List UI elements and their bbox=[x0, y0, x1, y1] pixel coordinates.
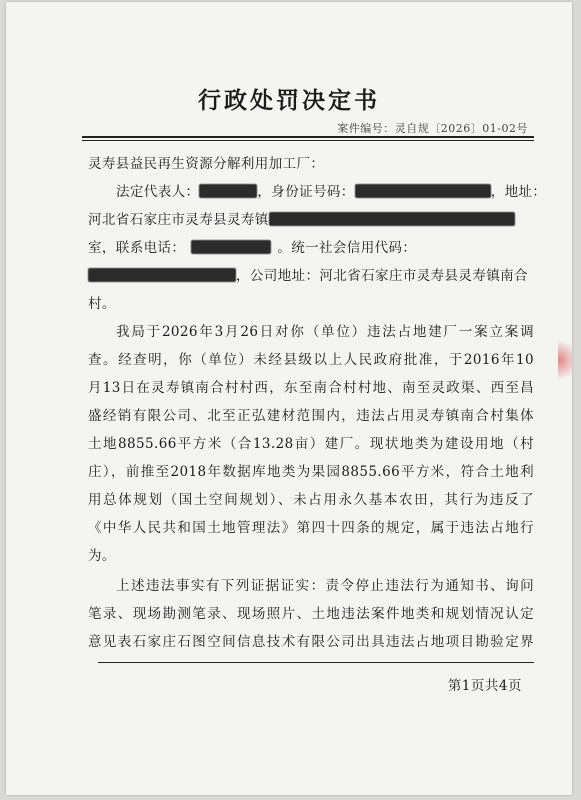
redacted-phone bbox=[191, 240, 271, 254]
paragraph-line: 庄），前推至2018年数据库地类为果园8855.66平方米，符合土地利 bbox=[88, 464, 534, 480]
paragraph-line: 我局于2026年3月26日对你（单位）违法占地建厂一案立案调 bbox=[116, 324, 534, 340]
redacted-name bbox=[199, 184, 257, 198]
paragraph-line: 查。经查明，你（单位）未经县级以上人民政府批准，于2016年10 bbox=[88, 352, 534, 368]
paragraph-line: 土地8855.66平方米（合13.28亩）建厂。现状地类为建设用地（村 bbox=[88, 436, 534, 452]
paragraph-line: 为。 bbox=[88, 548, 116, 564]
evidence-line: 笔录、现场勘测笔录、现场照片、土地违法案件地类和规划情况认定 bbox=[88, 606, 534, 622]
company-address-line bbox=[88, 264, 534, 284]
phone-line bbox=[88, 236, 534, 256]
header-rule-thin bbox=[82, 140, 534, 141]
evidence-line: 意见表石家庄石图空间信息技术有限公司出具违法占地项目勘验定界 bbox=[88, 634, 534, 650]
addressee: 灵寿县益民再生资源分解利用加工厂： bbox=[88, 156, 325, 172]
header-rule bbox=[82, 136, 534, 138]
id-number-label: ，身份证号码： bbox=[257, 184, 355, 200]
redacted-address bbox=[269, 212, 515, 226]
document-page bbox=[6, 2, 572, 795]
company-address-end: 村。 bbox=[88, 296, 116, 312]
legal-rep-line bbox=[88, 180, 547, 200]
address-label: ，地址： bbox=[490, 184, 547, 200]
paragraph-line: 盛经销有限公司、北至正弘建材范围内，违法占用灵寿镇南合村集体 bbox=[88, 408, 534, 424]
footer-rule bbox=[98, 662, 534, 663]
redacted-id-number bbox=[355, 184, 491, 198]
company-address-text: ，公司地址：河北省石家庄市灵寿县灵寿镇南合 bbox=[236, 268, 528, 284]
case-number: 案件编号：灵自规〔2026〕01-02号 bbox=[337, 122, 528, 135]
phone-label: 室，联系电话： bbox=[88, 240, 186, 256]
credit-code-label: 。统一社会信用代码： bbox=[277, 240, 417, 256]
address-text: 河北省石家庄市灵寿县灵寿镇 bbox=[88, 212, 269, 228]
paragraph-line: 《中华人民共和国土地管理法》第四十四条的规定，属于违法占地行 bbox=[88, 520, 534, 536]
legal-rep-label: 法定代表人： bbox=[116, 184, 200, 200]
paragraph-line: 用总体规划（国土空间规划）、未占用永久基本农田，其行为违反了 bbox=[88, 492, 534, 508]
redacted-credit-code bbox=[88, 268, 236, 282]
page-number: 第1页共4页 bbox=[447, 678, 522, 694]
document-title: 行政处罚决定书 bbox=[198, 87, 380, 114]
seal-mark bbox=[558, 340, 572, 380]
paragraph-line: 月13日在灵寿镇南合村村西，东至南合村村地、南至灵政渠、西至昌 bbox=[88, 380, 534, 396]
evidence-line: 上述违法事实有下列证据证实：责令停止违法行为通知书、询问 bbox=[116, 578, 534, 594]
address-line bbox=[88, 208, 534, 228]
